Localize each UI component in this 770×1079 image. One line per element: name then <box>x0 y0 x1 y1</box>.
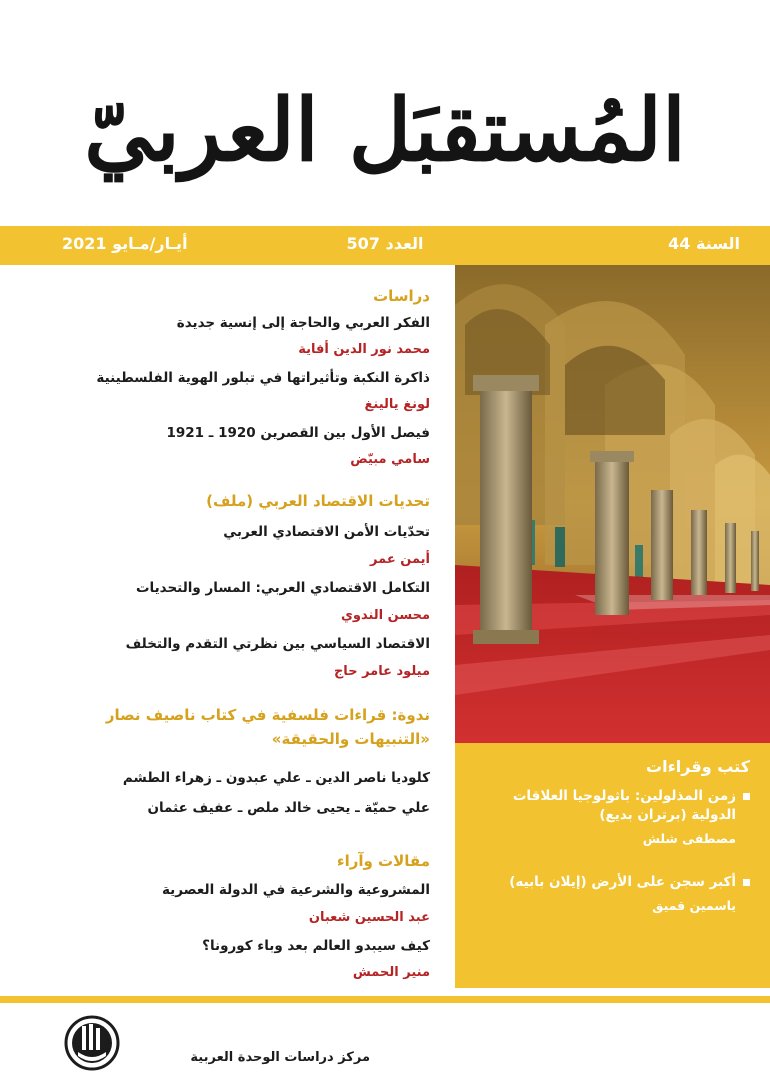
article-title: ذاكرة النكبة وتأثيراتها في تبلور الهوية الفلسطينية <box>96 370 430 386</box>
books-heading: كتب وقراءات <box>646 757 750 776</box>
section-heading: ندوة: قراءات فلسفية في كتاب ناصيف نصار <box>105 706 430 724</box>
book-reviewer: ياسمين قميق <box>652 898 736 913</box>
cover-photo <box>455 265 770 743</box>
article-author: ميلود عامر حاج <box>333 664 430 679</box>
section-heading: مقالات وآراء <box>336 852 430 870</box>
section-heading-subtitle: «التنبيهات والحقيقة» <box>271 730 430 748</box>
book-title: زمن المذلولين: باثولوجيا العلاقات الدولية (برتران بديع) <box>475 787 750 825</box>
article-author: لونغ يالينغ <box>364 397 430 412</box>
article-title: تحدّيات الأمن الاقتصادي العربي <box>223 524 430 540</box>
book-title: أكبر سجن على الأرض (إيلان بابيه) <box>475 873 750 892</box>
issue-date: أيـار/مـايو 2021 <box>62 234 188 253</box>
article-author: سامي مبيّض <box>350 452 430 467</box>
mosque-interior-image <box>455 265 770 743</box>
article-author: عبد الحسين شعبان <box>308 910 430 925</box>
article-author: محسن الندوي <box>340 608 430 623</box>
article-title: فيصل الأول بين القصرين 1920 ـ 1921 <box>166 425 430 441</box>
article-title: الاقتصاد السياسي بين نظرتي التقدم والتخلف <box>125 636 430 652</box>
book-reviewer: مصطفى شلش <box>642 831 736 846</box>
article-title: الفكر العربي والحاجة إلى إنسية جديدة <box>176 315 430 331</box>
publisher-name: مركز دراسات الوحدة العربية <box>190 1050 370 1065</box>
volume-year: السنة 44 <box>668 234 740 253</box>
section-heading: تحديات الاقتصاد العربي (ملف) <box>206 492 430 510</box>
article-author: محمد نور الدين أفاية <box>298 342 430 357</box>
section-heading: دراسات <box>373 287 430 305</box>
issue-info-bar <box>0 226 770 265</box>
books-and-readings-panel <box>455 743 770 988</box>
book-item <box>475 787 750 846</box>
bottom-rule <box>0 996 770 1003</box>
article-title: المشروعية والشرعية في الدولة العصرية <box>161 882 430 898</box>
article-author: أيمن عمر <box>370 552 430 567</box>
article-title: كيف سيبدو العالم بعد وباء كورونا؟ <box>202 938 430 954</box>
article-title: التكامل الاقتصادي العربي: المسار والتحديات <box>135 580 430 596</box>
article-author: منير الحمش <box>352 965 430 980</box>
book-item <box>475 873 750 913</box>
magazine-title: المُستقبَل العربيّ <box>84 79 686 181</box>
publisher-emblem-icon <box>62 1014 122 1072</box>
participants-line: علي حميّة ـ يحيى خالد ملص ـ عفيف عثمان <box>147 800 430 816</box>
issue-number: العدد 507 <box>346 234 424 253</box>
participants-line: كلوديا ناصر الدين ـ علي عبدون ـ زهراء الطشم <box>122 770 430 786</box>
